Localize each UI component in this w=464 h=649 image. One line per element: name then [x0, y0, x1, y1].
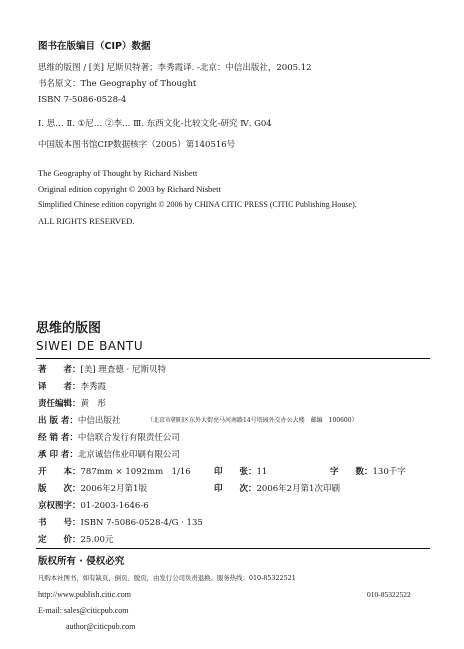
register-row [38, 502, 149, 511]
translator-label: 译 者： [38, 382, 81, 392]
printing-label: 印 次： [214, 484, 257, 494]
sheets-row [214, 468, 267, 477]
email-link[interactable]: sales@citicpub.com [64, 606, 129, 615]
book-title-pinyin: SIWEI DE BANTU [36, 339, 144, 353]
translator-row [38, 383, 106, 392]
sheets-label: 印 张： [214, 467, 257, 477]
distributor-row [38, 434, 180, 443]
copyright-line-2: Original edition copyright © 2003 by Richard Nisbett [38, 184, 221, 194]
author-value: [美] 理查德 · 尼斯贝特 [80, 365, 166, 375]
specs-divider [36, 548, 430, 549]
editor-row [38, 400, 106, 409]
email-link-2[interactable]: author@citicpub.com [66, 622, 136, 631]
cip-header: 图书在版编目（CIP）数据 [38, 41, 151, 52]
bookno-value: ISBN 7-5086-0528-4/G · 135 [80, 518, 203, 528]
copyright-line-1: The Geography of Thought by Richard Nisbett [38, 168, 198, 178]
cip-number: 中国版本图书馆CIP数据核字（2005）第140516号 [38, 140, 236, 150]
format-label: 开 本： [38, 467, 81, 477]
book-title: 思维的版图 [36, 321, 102, 336]
price-row [38, 536, 113, 545]
editor-label: 责任编辑： [38, 399, 81, 409]
return-notice: 凡购本社图书，如有缺页、倒页、脱页，由发行公司负责退换。服务热线：010-85322521 [38, 574, 296, 582]
publisher-label: 出 版 者： [38, 416, 78, 426]
bookno-row [38, 519, 203, 528]
rights-reserved: 版权所有 · 侵权必究 [38, 556, 125, 567]
printing-row [214, 485, 340, 494]
price-value: 25.00元 [80, 535, 114, 545]
distributor-value: 中信联合发行有限责任公司 [77, 433, 180, 443]
distributor-label: 经 销 者： [38, 433, 78, 443]
format-row [38, 468, 191, 477]
edition-row [38, 485, 147, 494]
email-label: E-mail: [38, 606, 64, 615]
printing-value: 2006年2月第1次印刷 [256, 484, 340, 494]
words-row [330, 468, 406, 477]
copyright-line-4: ALL RIGHTS RESERVED. [38, 216, 135, 226]
translator-value: 李秀霞 [80, 382, 107, 392]
price-label: 定 价： [38, 535, 81, 545]
printer-value: 北京诚信伟业印刷有限公司 [77, 450, 180, 460]
title-divider [36, 358, 430, 359]
edition-label: 版 次： [38, 484, 81, 494]
author-label: 著 者： [38, 365, 81, 375]
cip-subjects: Ⅰ. 思… Ⅱ. ①尼… ②李… Ⅲ. 东西文化-比较文化-研究 Ⅳ. G04 [38, 119, 272, 129]
words-value: 130千字 [372, 467, 406, 477]
publisher-address: （北京市朝阳区东外大街亮马河南路14号塔园外交办公大楼 邮编 100600） [147, 417, 358, 424]
printer-label: 承 印 者： [38, 450, 78, 460]
edition-value: 2006年2月第1版 [80, 484, 147, 494]
author-row [38, 366, 166, 375]
sheets-value: 11 [256, 467, 268, 477]
words-label: 字 数： [330, 467, 373, 477]
publisher-value: 中信出版社 [77, 416, 121, 426]
register-value: 01-2003-1646-6 [80, 501, 149, 511]
cip-isbn: ISBN 7-5086-0528-4 [38, 95, 127, 105]
website-link[interactable]: http://www.publish.citic.com [38, 590, 132, 599]
bookno-label: 书 号： [38, 518, 81, 528]
printer-row [38, 451, 180, 460]
service-phone-2: 010-85322522 [367, 590, 411, 599]
email-row [38, 607, 128, 615]
format-value: 787mm × 1092mm 1/16 [80, 467, 191, 477]
copyright-line-3: Simplified Chinese edition copyright © 2006 by CHINA CITIC PRESS (CITIC Publishing House). [38, 200, 357, 209]
editor-value: 黄 彤 [80, 399, 107, 409]
cip-entry: 思维的版图 / [美] 尼斯贝特著；李秀霞译. -北京：中信出版社，2005.12 [38, 63, 312, 73]
cip-original-title: 书名原文：The Geography of Thought [38, 79, 197, 89]
register-label: 京权图字： [38, 501, 81, 511]
publisher-row [38, 417, 120, 426]
